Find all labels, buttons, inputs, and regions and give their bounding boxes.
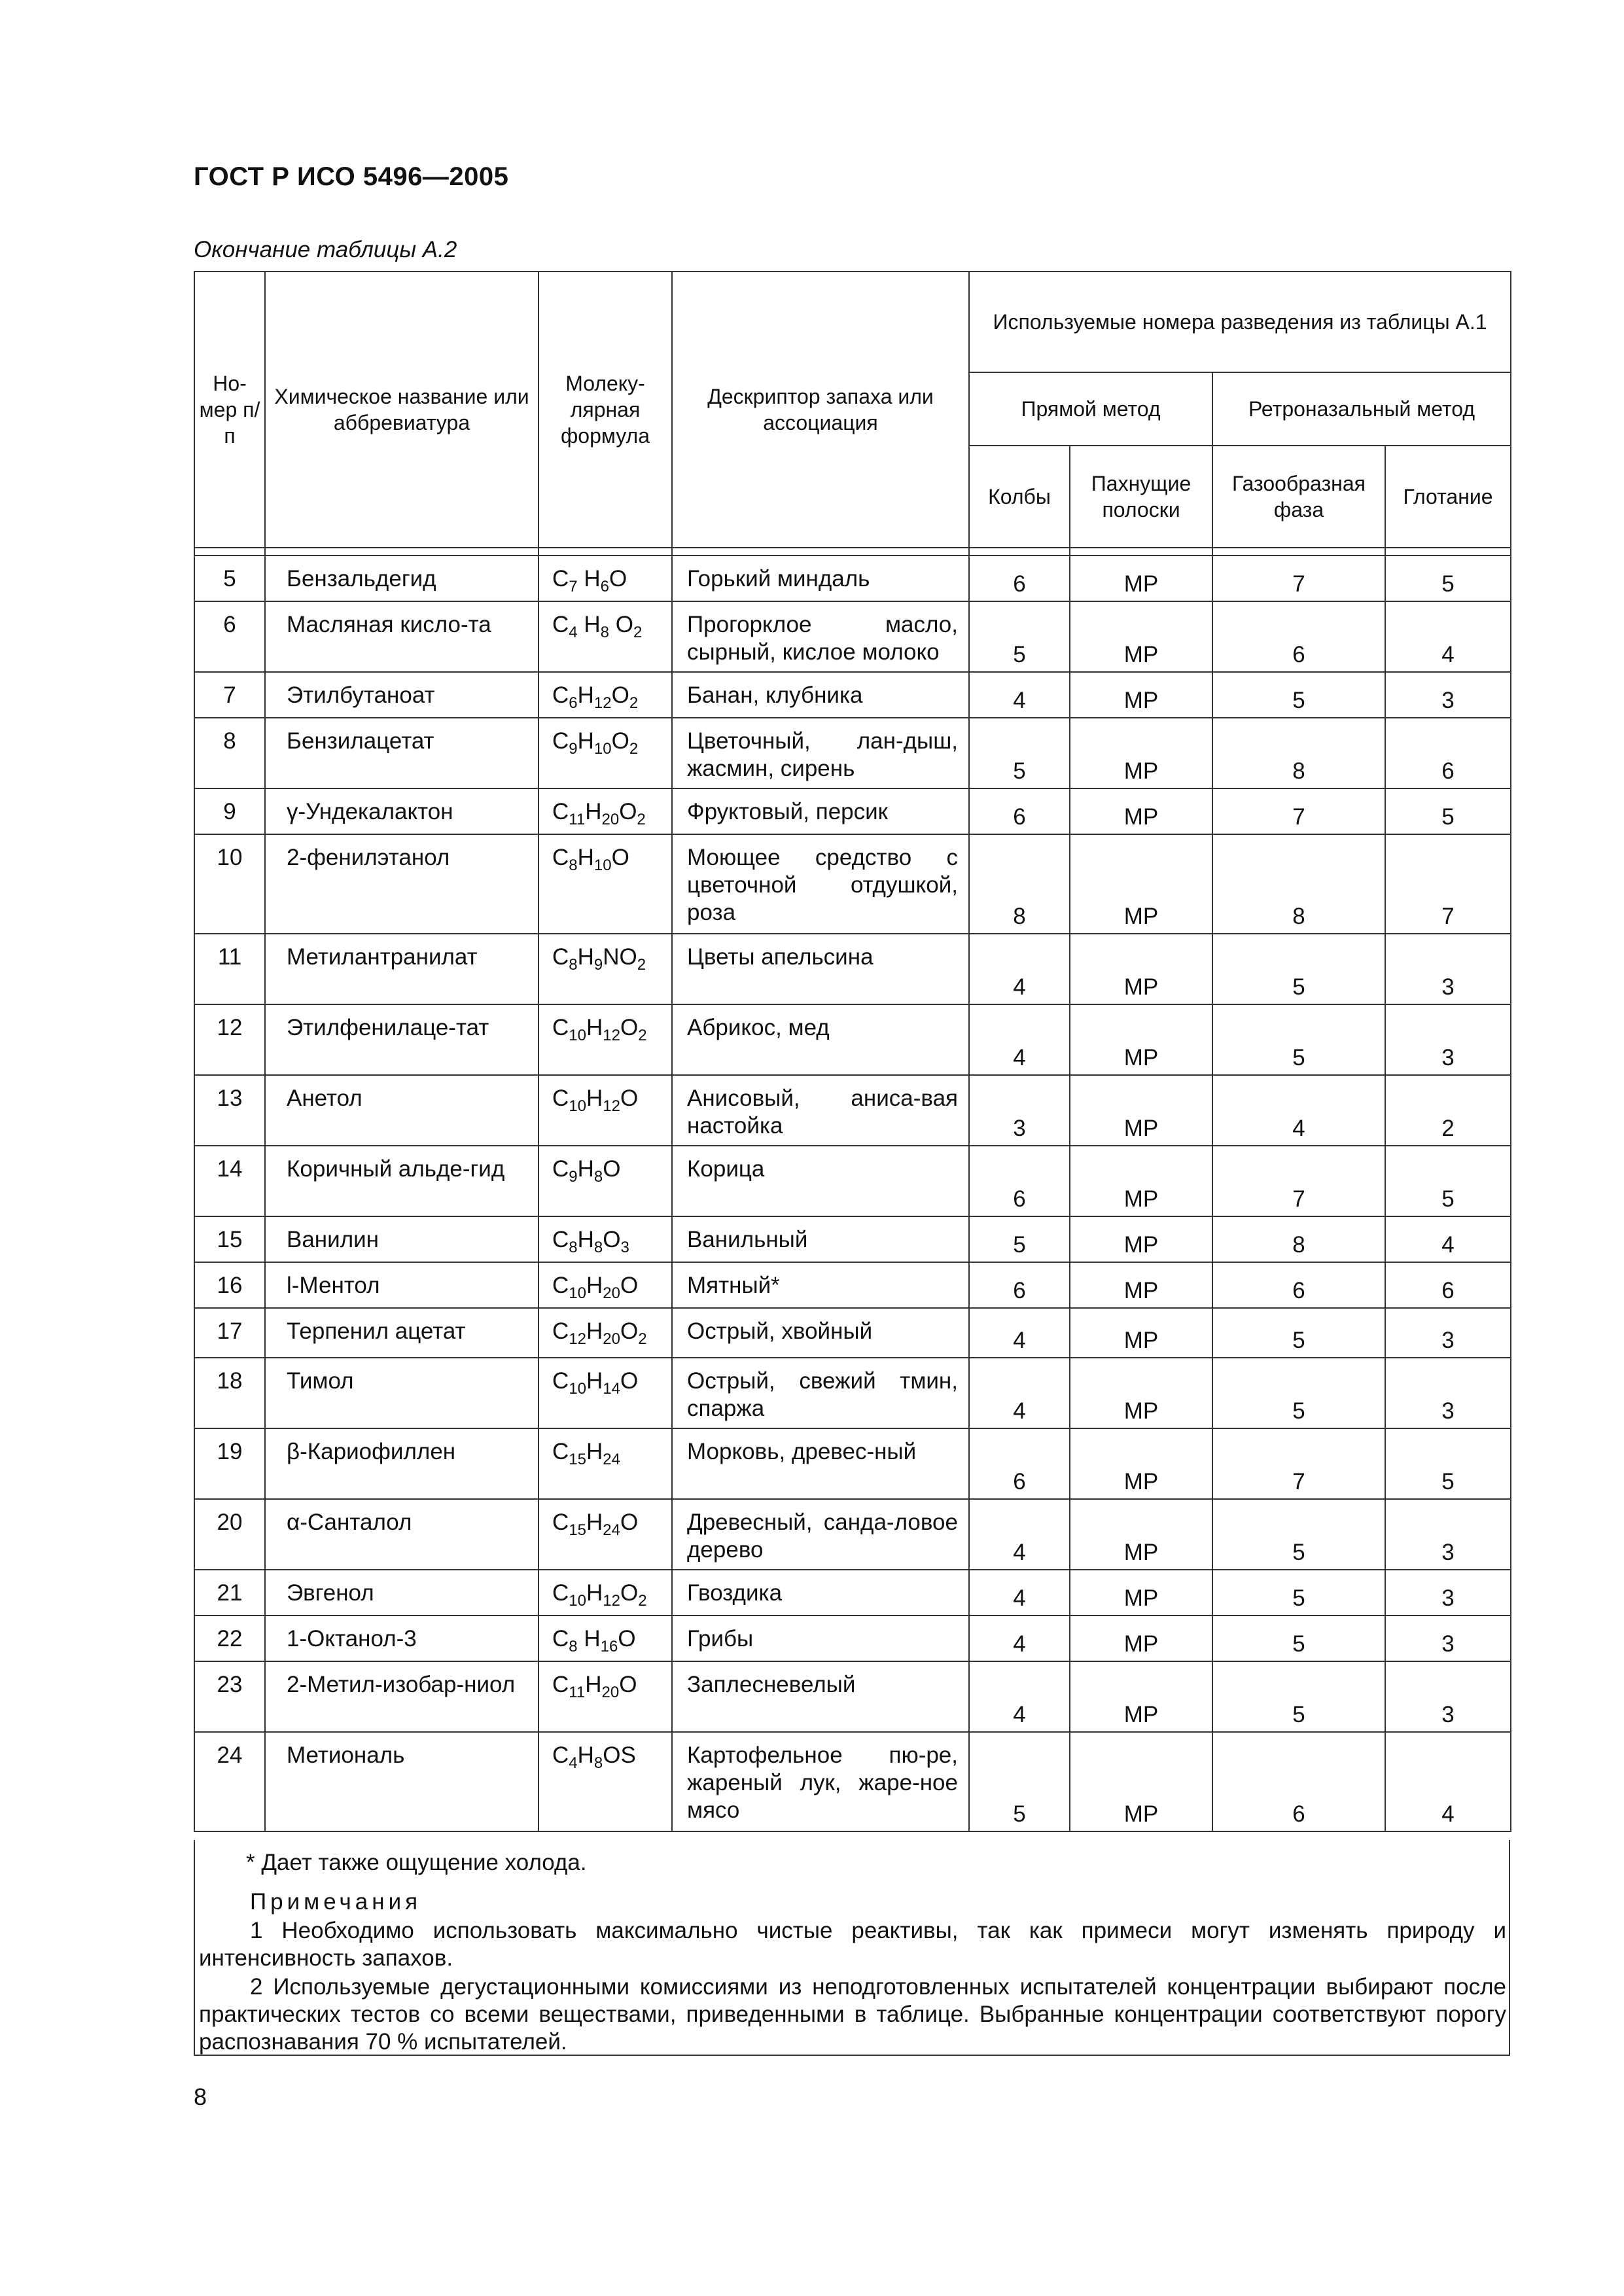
document-header: ГОСТ Р ИСО 5496—2005: [194, 162, 509, 191]
table-row: [194, 834, 1511, 934]
chemical-name: Ванилин: [265, 1216, 538, 1262]
row-number: 24: [194, 1732, 265, 1831]
chemical-name: γ-Ундекалактон: [265, 788, 538, 834]
flasks-value: 4: [969, 1570, 1070, 1616]
odor-descriptor: Фруктовый, персик: [672, 788, 969, 834]
swallowing-value: 3: [1385, 934, 1511, 1004]
swallowing-value: 6: [1385, 1262, 1511, 1308]
gas-phase-value: 8: [1212, 1216, 1385, 1262]
table-row: [194, 1216, 1511, 1262]
strips-value: МР: [1070, 1732, 1212, 1831]
molecular-formula: $C_7$ $H_6O$: [538, 556, 672, 601]
molecular-formula: $C_{15}H_{24}$: [538, 1428, 672, 1499]
row-number: 16: [194, 1262, 265, 1308]
strips-value: МР: [1070, 1075, 1212, 1146]
molecular-formula: $C_{11}H_{20}O$: [538, 1661, 672, 1732]
swallowing-value: 7: [1385, 834, 1511, 934]
chemical-name: 2-фенилэтанол: [265, 834, 538, 934]
row-number: 19: [194, 1428, 265, 1499]
flasks-value: 6: [969, 1428, 1070, 1499]
table-row: [194, 1661, 1511, 1732]
odor-descriptor: Моющее средство с цветочной отдушкой, роза: [672, 834, 969, 934]
substances-table: [194, 271, 1511, 1832]
row-number: 5: [194, 556, 265, 601]
strips-value: МР: [1070, 1262, 1212, 1308]
note-1: 1 Необходимо использовать максимально чистые реактивы, так как примеси могут изменять природу и интенсивность запахов.: [199, 1918, 1506, 1971]
table-row: [194, 1358, 1511, 1428]
chemical-name: 1-Октанол-3: [265, 1616, 538, 1661]
strips-value: МР: [1070, 1146, 1212, 1216]
odor-descriptor: Картофельное пю-ре, жареный лук, жаре-ное мясо: [672, 1732, 969, 1831]
odor-descriptor: Гвоздика: [672, 1570, 969, 1616]
gas-phase-value: 5: [1212, 1616, 1385, 1661]
page-number: 8: [194, 2083, 207, 2110]
header-swallowing: Глотание: [1385, 446, 1511, 548]
odor-descriptor: Банан, клубника: [672, 672, 969, 718]
strips-value: МР: [1070, 1428, 1212, 1499]
row-number: 9: [194, 788, 265, 834]
gas-phase-value: 4: [1212, 1075, 1385, 1146]
molecular-formula: $C_9H_8O$: [538, 1146, 672, 1216]
table-row: [194, 934, 1511, 1004]
table-row: [194, 1004, 1511, 1075]
header-retronasal-method: Ретроназальный метод: [1212, 372, 1511, 446]
strips-value: МР: [1070, 1570, 1212, 1616]
flasks-value: 5: [969, 718, 1070, 788]
header-num: Но-мер п/п: [194, 272, 265, 548]
header-descriptor: Дескриптор запаха или ассоциация: [672, 272, 969, 548]
gas-phase-value: 8: [1212, 718, 1385, 788]
chemical-name: α-Санталол: [265, 1499, 538, 1570]
molecular-formula: $C_4H_8OS$: [538, 1732, 672, 1831]
odor-descriptor: Мятный*: [672, 1262, 969, 1308]
row-number: 15: [194, 1216, 265, 1262]
strips-value: МР: [1070, 1308, 1212, 1358]
odor-descriptor: Ванильный: [672, 1216, 969, 1262]
strips-value: МР: [1070, 788, 1212, 834]
swallowing-value: 3: [1385, 672, 1511, 718]
table-row: [194, 1616, 1511, 1661]
row-number: 7: [194, 672, 265, 718]
header-gas-phase: Газообразная фаза: [1212, 446, 1385, 548]
flasks-value: 4: [969, 934, 1070, 1004]
chemical-name: Тимол: [265, 1358, 538, 1428]
note-2: 2 Используемые дегустационными комиссиями из неподготовленных испытателей концентрации выбирают после практических тестов со всеми веществами, приведенными в таблице. Выбранные концентрации соответствуют порогу распознавания 70 % испытателей.: [199, 1974, 1506, 2055]
row-number: 6: [194, 601, 265, 672]
row-number: 13: [194, 1075, 265, 1146]
table-body: [194, 556, 1511, 1831]
row-number: 14: [194, 1146, 265, 1216]
molecular-formula: $C_8$ $H_{16}O$: [538, 1616, 672, 1661]
table-row: [194, 788, 1511, 834]
flasks-value: 4: [969, 1358, 1070, 1428]
gas-phase-value: 5: [1212, 1308, 1385, 1358]
flasks-value: 5: [969, 1216, 1070, 1262]
swallowing-value: 3: [1385, 1358, 1511, 1428]
molecular-formula: $C_9H_{10}O_2$: [538, 718, 672, 788]
chemical-name: Эвгенол: [265, 1570, 538, 1616]
flasks-value: 4: [969, 1616, 1070, 1661]
odor-descriptor: Грибы: [672, 1616, 969, 1661]
table-row: [194, 556, 1511, 601]
odor-descriptor: Заплесневелый: [672, 1661, 969, 1732]
swallowing-value: 3: [1385, 1499, 1511, 1570]
flasks-value: 6: [969, 1146, 1070, 1216]
chemical-name: l-Ментол: [265, 1262, 538, 1308]
chemical-name: Бензилацетат: [265, 718, 538, 788]
row-number: 22: [194, 1616, 265, 1661]
flasks-value: 6: [969, 788, 1070, 834]
gas-phase-value: 5: [1212, 1499, 1385, 1570]
odor-descriptor: Острый, хвойный: [672, 1308, 969, 1358]
gas-phase-value: 5: [1212, 1358, 1385, 1428]
chemical-name: Анетол: [265, 1075, 538, 1146]
chemical-name: Этилбутаноат: [265, 672, 538, 718]
table-row: [194, 1428, 1511, 1499]
chemical-name: Коричный альде-гид: [265, 1146, 538, 1216]
flasks-value: 3: [969, 1075, 1070, 1146]
flasks-value: 4: [969, 1499, 1070, 1570]
header-strips: Пахнущие полоски: [1070, 446, 1212, 548]
swallowing-value: 3: [1385, 1616, 1511, 1661]
table-row: [194, 1075, 1511, 1146]
molecular-formula: $C_{15}H_{24}O$: [538, 1499, 672, 1570]
swallowing-value: 2: [1385, 1075, 1511, 1146]
flasks-value: 5: [969, 601, 1070, 672]
header-direct-method: Прямой метод: [969, 372, 1212, 446]
flasks-value: 6: [969, 1262, 1070, 1308]
flasks-value: 4: [969, 1661, 1070, 1732]
odor-descriptor: Анисовый, аниса-вая настойка: [672, 1075, 969, 1146]
strips-value: МР: [1070, 934, 1212, 1004]
molecular-formula: $C_{10}H_{12}O_2$: [538, 1570, 672, 1616]
odor-descriptor: Прогорклое масло, сырный, кислое молоко: [672, 601, 969, 672]
row-number: 23: [194, 1661, 265, 1732]
swallowing-value: 4: [1385, 601, 1511, 672]
molecular-formula: $C_6H_{12}O_2$: [538, 672, 672, 718]
flasks-value: 5: [969, 1732, 1070, 1831]
molecular-formula: $C_{10}H_{12}O$: [538, 1075, 672, 1146]
table-caption: Окончание таблицы А.2: [194, 237, 457, 262]
header-dilution: Используемые номера разведения из таблицы А.1: [969, 272, 1511, 372]
notes-title: Примечания: [250, 1889, 422, 1915]
header-formula: Молеку-лярная формула: [538, 272, 672, 548]
swallowing-value: 5: [1385, 788, 1511, 834]
odor-descriptor: Горький миндаль: [672, 556, 969, 601]
gas-phase-value: 7: [1212, 556, 1385, 601]
gas-phase-value: 6: [1212, 1732, 1385, 1831]
swallowing-value: 3: [1385, 1661, 1511, 1732]
header-flasks: Колбы: [969, 446, 1070, 548]
molecular-formula: $C_{12}H_{20}O_2$: [538, 1308, 672, 1358]
header-name: Химическое название или аббревиатура: [265, 272, 538, 548]
strips-value: МР: [1070, 1358, 1212, 1428]
gas-phase-value: 7: [1212, 788, 1385, 834]
table-row: [194, 718, 1511, 788]
swallowing-value: 4: [1385, 1216, 1511, 1262]
odor-descriptor: Абрикос, мед: [672, 1004, 969, 1075]
molecular-formula: $C_{10}H_{20}O$: [538, 1262, 672, 1308]
gas-phase-value: 5: [1212, 1004, 1385, 1075]
gas-phase-value: 7: [1212, 1428, 1385, 1499]
gas-phase-value: 5: [1212, 1570, 1385, 1616]
strips-value: МР: [1070, 1216, 1212, 1262]
row-number: 8: [194, 718, 265, 788]
molecular-formula: $C_4$ $H_8$ $O_2$: [538, 601, 672, 672]
chemical-name: β-Кариофиллен: [265, 1428, 538, 1499]
table-row: [194, 1570, 1511, 1616]
gas-phase-value: 5: [1212, 672, 1385, 718]
odor-descriptor: Цветочный, лан-дыш, жасмин, сирень: [672, 718, 969, 788]
notes-block: [194, 1840, 1510, 2056]
row-number: 17: [194, 1308, 265, 1358]
chemical-name: 2-Метил-изобар-ниол: [265, 1661, 538, 1732]
molecular-formula: $C_8H_9NO_2$: [538, 934, 672, 1004]
chemical-name: Метилантранилат: [265, 934, 538, 1004]
odor-descriptor: Корица: [672, 1146, 969, 1216]
gas-phase-value: 7: [1212, 1146, 1385, 1216]
table-row: [194, 1146, 1511, 1216]
row-number: 20: [194, 1499, 265, 1570]
chemical-name: Этилфенилаце-тат: [265, 1004, 538, 1075]
flasks-value: 6: [969, 556, 1070, 601]
swallowing-value: 3: [1385, 1004, 1511, 1075]
strips-value: МР: [1070, 1661, 1212, 1732]
chemical-name: Бензальдегид: [265, 556, 538, 601]
swallowing-value: 3: [1385, 1570, 1511, 1616]
gas-phase-value: 6: [1212, 1262, 1385, 1308]
footnote: * Дает также ощущение холода.: [246, 1850, 587, 1875]
molecular-formula: $C_8H_{10}O$: [538, 834, 672, 934]
strips-value: МР: [1070, 601, 1212, 672]
strips-value: МР: [1070, 1004, 1212, 1075]
strips-value: МР: [1070, 556, 1212, 601]
row-number: 12: [194, 1004, 265, 1075]
swallowing-value: 5: [1385, 556, 1511, 601]
molecular-formula: $C_8H_8O_3$: [538, 1216, 672, 1262]
odor-descriptor: Морковь, древес-ный: [672, 1428, 969, 1499]
swallowing-value: 3: [1385, 1308, 1511, 1358]
row-number: 18: [194, 1358, 265, 1428]
odor-descriptor: Острый, свежий тмин, спаржа: [672, 1358, 969, 1428]
table-row: [194, 1732, 1511, 1831]
strips-value: МР: [1070, 672, 1212, 718]
gas-phase-value: 6: [1212, 601, 1385, 672]
row-number: 11: [194, 934, 265, 1004]
gas-phase-value: 5: [1212, 934, 1385, 1004]
chemical-name: Масляная кисло-та: [265, 601, 538, 672]
strips-value: МР: [1070, 834, 1212, 934]
flasks-value: 4: [969, 1308, 1070, 1358]
swallowing-value: 5: [1385, 1428, 1511, 1499]
gas-phase-value: 8: [1212, 834, 1385, 934]
table-row: [194, 601, 1511, 672]
chemical-name: Метиональ: [265, 1732, 538, 1831]
swallowing-value: 6: [1385, 718, 1511, 788]
table-row: [194, 1308, 1511, 1358]
flasks-value: 4: [969, 672, 1070, 718]
strips-value: МР: [1070, 1499, 1212, 1570]
chemical-name: Терпенил ацетат: [265, 1308, 538, 1358]
row-number: 21: [194, 1570, 265, 1616]
strips-value: МР: [1070, 718, 1212, 788]
table-row: [194, 1262, 1511, 1308]
molecular-formula: $C_{10}H_{12}O_2$: [538, 1004, 672, 1075]
gas-phase-value: 5: [1212, 1661, 1385, 1732]
strips-value: МР: [1070, 1616, 1212, 1661]
swallowing-value: 4: [1385, 1732, 1511, 1831]
flasks-value: 4: [969, 1004, 1070, 1075]
molecular-formula: $C_{10}H_{14}O$: [538, 1358, 672, 1428]
odor-descriptor: Цветы апельсина: [672, 934, 969, 1004]
table-row: [194, 672, 1511, 718]
swallowing-value: 5: [1385, 1146, 1511, 1216]
flasks-value: 8: [969, 834, 1070, 934]
row-number: 10: [194, 834, 265, 934]
table-row: [194, 1499, 1511, 1570]
odor-descriptor: Древесный, санда-ловое дерево: [672, 1499, 969, 1570]
molecular-formula: $C_{11}H_{20}O_2$: [538, 788, 672, 834]
